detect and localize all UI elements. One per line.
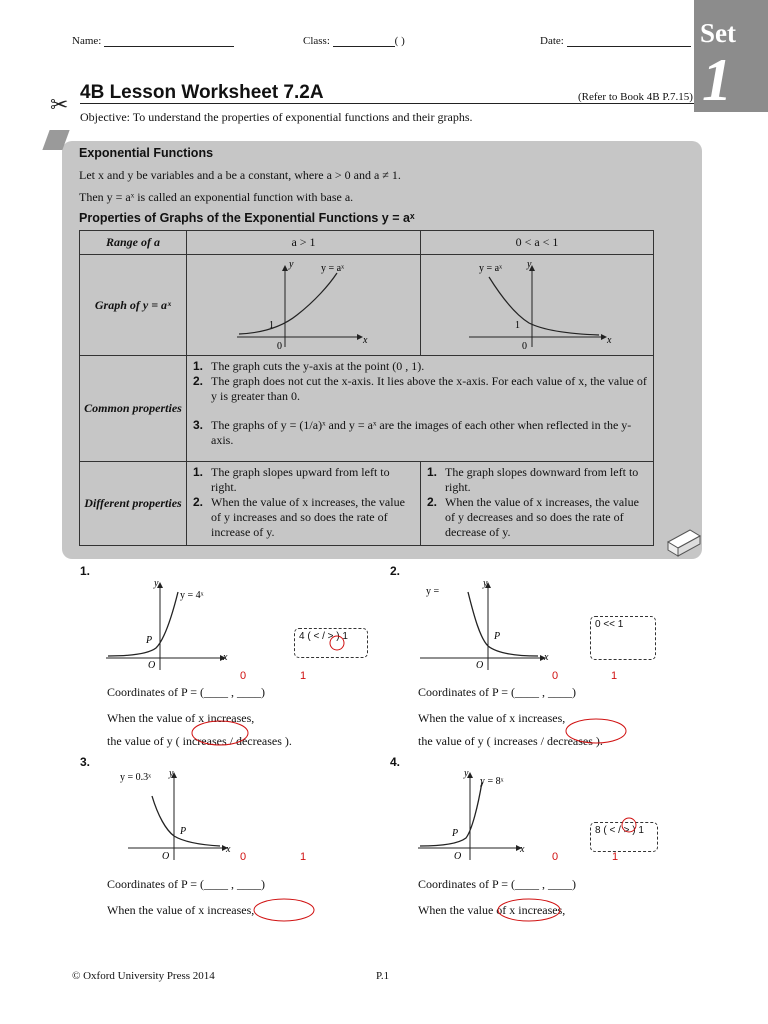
- diff-a2-item-2: 2. When the value of x increases, the value of y decreases and so does the rate of decrease of y.: [427, 495, 639, 539]
- curve: [420, 782, 482, 846]
- question-1-note: 4 ( < / > ) 1: [299, 631, 348, 642]
- curve-increasing: [239, 273, 337, 334]
- question-3-graph: [118, 766, 248, 862]
- question-2-graph: [412, 576, 562, 672]
- curve-label-increasing: y = aˣ: [321, 263, 344, 274]
- definition-line-1: Let x and y be variables and a be a constant, where a > 0 and a ≠ 1.: [79, 168, 401, 182]
- common-item-1: 1. The graph cuts the y-axis at the point (0 , 1).: [193, 359, 425, 373]
- question-1-line-1: When the value of x increases,: [107, 711, 255, 725]
- properties-table: [79, 230, 654, 546]
- question-2-line-2[interactable]: the value of y ( increases / decreases ).: [418, 734, 603, 748]
- question-4-red-circle: [620, 816, 638, 834]
- question-4-line-1: When the value of x increases,: [418, 903, 566, 917]
- axis-label-x: x: [520, 844, 525, 855]
- question-2-red-oval: [564, 716, 628, 746]
- page-number: P.1: [376, 970, 390, 982]
- diff-a1-item-1: 1. The graph slopes upward from left to right.: [193, 465, 390, 494]
- name-blank[interactable]: [104, 46, 234, 47]
- origin-label: O: [454, 851, 462, 862]
- question-2-note-box: [590, 616, 656, 660]
- header-range: Range of a: [80, 231, 187, 255]
- question-2-answer-0: 0: [552, 670, 559, 682]
- tick-one: 1: [269, 320, 274, 331]
- question-1-coords[interactable]: Coordinates of P = (____ , ____): [107, 685, 265, 699]
- question-1-graph: [100, 576, 240, 672]
- date-label: Date:: [540, 35, 564, 47]
- curve-label-decreasing: y = aˣ: [479, 263, 502, 274]
- axis-label-x: x: [607, 335, 612, 346]
- curve-decreasing: [489, 277, 599, 335]
- graph-increasing: [187, 255, 420, 351]
- different-decreasing: [421, 462, 654, 546]
- row-label-common: Common properties: [80, 356, 187, 462]
- question-2-answer-1: 1: [611, 670, 618, 682]
- eraser-icon: [664, 524, 704, 558]
- point-label: P: [452, 828, 459, 839]
- origin-label: O: [476, 660, 484, 671]
- question-4-red-oval: [496, 896, 562, 924]
- graph-cell-decreasing: [421, 255, 654, 356]
- row-label-different: Different properties: [80, 462, 187, 546]
- worksheet-title: 4B Lesson Worksheet 7.2A: [80, 82, 324, 103]
- tick-zero: 0: [522, 341, 527, 351]
- y-axis-arrow: [282, 265, 288, 271]
- axis-label-y: y: [483, 578, 488, 589]
- common-item-2: 2. The graph does not cut the x-axis. It lies above the x-axis. For each value of x, the value of y is greater than 0.: [193, 374, 647, 403]
- copyright: © Oxford University Press 2014: [72, 970, 215, 982]
- diff-a1-item-2: 2. When the value of x increases, the value of y increases and so does the rate of increase of y.: [193, 495, 405, 539]
- curve: [108, 592, 178, 656]
- date-field[interactable]: [540, 35, 691, 47]
- question-3-line-1: When the value of x increases,: [107, 903, 255, 917]
- graph-decreasing: [421, 255, 653, 351]
- class-label: Class:: [303, 35, 330, 47]
- axis-label-y: y: [464, 768, 469, 779]
- question-2-line-1: When the value of x increases,: [418, 711, 566, 725]
- set-number: 1: [702, 47, 732, 113]
- question-1-number: 1.: [80, 564, 91, 578]
- question-2-number: 2.: [390, 564, 401, 578]
- book-reference: (Refer to Book 4B P.7.15): [578, 91, 693, 103]
- point-label: P: [180, 826, 187, 837]
- axis-label-y: y: [289, 259, 294, 270]
- header-a-between: 0 < a < 1: [421, 231, 654, 255]
- curve-label: y = 0.3ˣ: [120, 772, 152, 783]
- question-3-number: 3.: [80, 755, 91, 769]
- origin-label: O: [148, 660, 156, 671]
- question-1-line-2[interactable]: the value of y ( increases / decreases ).: [107, 734, 292, 748]
- curve: [468, 592, 538, 656]
- common-properties: [187, 356, 654, 462]
- date-blank[interactable]: [567, 46, 691, 47]
- question-4-note: 8 ( < / > ) 1: [595, 825, 644, 836]
- common-item-3: 3. The graphs of y = (1/a)ˣ and y = aˣ are the images of each other when reflected in the y-axis.: [193, 418, 632, 447]
- set-word: Set: [700, 18, 736, 48]
- axis-label-y: y: [527, 259, 532, 270]
- graph-cell-increasing: [187, 255, 421, 356]
- name-field[interactable]: [72, 35, 234, 47]
- axis-label-y: y: [169, 768, 174, 779]
- different-increasing: [187, 462, 421, 546]
- question-3-coords[interactable]: Coordinates of P = (____ , ____): [107, 877, 265, 891]
- question-3-answer-1: 1: [300, 851, 307, 863]
- header-a-greater-1: a > 1: [187, 231, 421, 255]
- question-3-red-oval: [252, 896, 316, 924]
- question-4-number: 4.: [390, 755, 401, 769]
- axis-label-x: x: [363, 335, 368, 346]
- question-1-answer-0: 0: [240, 670, 247, 682]
- question-1-red-oval: [190, 718, 250, 748]
- section-heading-properties: Properties of Graphs of the Exponential Functions y = aˣ: [79, 211, 415, 225]
- axis-label-x: x: [544, 652, 549, 663]
- definition-line-2: Then y = aˣ is called an exponential function with base a.: [79, 190, 354, 204]
- name-label: Name:: [72, 35, 102, 47]
- axis-label-y: y: [154, 578, 159, 589]
- objective: Objective: To understand the properties of exponential functions and their graphs.: [80, 110, 473, 124]
- tick-zero: 0: [277, 341, 282, 351]
- scissors-icon: ✂: [50, 92, 69, 117]
- curve-label: y = 8ˣ: [480, 776, 504, 787]
- tick-one: 1: [515, 320, 520, 331]
- class-field[interactable]: [303, 35, 405, 47]
- class-blank[interactable]: [333, 46, 395, 47]
- row-label-graph: Graph of y = aˣ: [80, 255, 187, 356]
- class-number-paren: ( ): [394, 35, 405, 47]
- curve-label: y = 4ˣ: [180, 590, 204, 601]
- curve: [152, 796, 220, 846]
- question-2-note: 0 << 1: [595, 619, 624, 630]
- curve-label: y =: [426, 586, 440, 597]
- question-1-answer-1: 1: [300, 670, 307, 682]
- question-3-answer-0: 0: [240, 851, 247, 863]
- question-2-coords[interactable]: Coordinates of P = (____ , ____): [418, 685, 576, 699]
- section-heading-exponential: Exponential Functions: [79, 146, 214, 160]
- question-4-answer-1: 1: [612, 851, 619, 863]
- diff-a2-item-1: 1. The graph slopes downward from left to right.: [427, 465, 639, 494]
- origin-label: O: [162, 851, 170, 862]
- question-4-graph: [412, 766, 542, 862]
- point-label: P: [146, 635, 153, 646]
- question-4-answer-0: 0: [552, 851, 559, 863]
- title-rule: [80, 103, 694, 104]
- question-1-red-circle: [328, 634, 346, 652]
- point-label: P: [494, 631, 501, 642]
- axis-label-x: x: [223, 652, 228, 663]
- axis-label-x: x: [226, 844, 231, 855]
- question-4-coords[interactable]: Coordinates of P = (____ , ____): [418, 877, 576, 891]
